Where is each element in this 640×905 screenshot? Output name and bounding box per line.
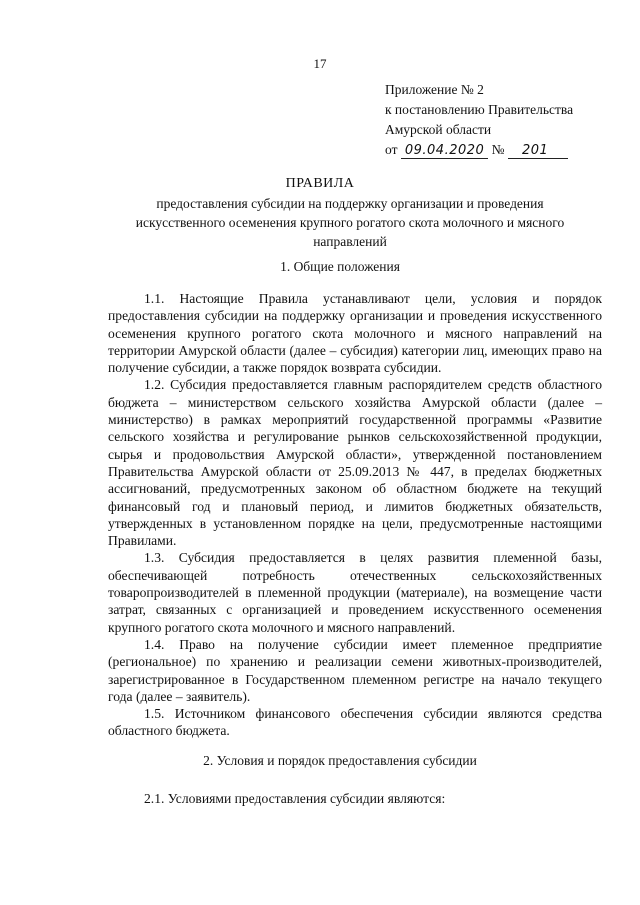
section-1-body bbox=[108, 290, 602, 740]
handwritten-number: 201 bbox=[508, 143, 568, 159]
page-number: 17 bbox=[313, 56, 327, 71]
paragraph-2-1: 2.1. Условиями предоставления субсидии являются: bbox=[144, 791, 446, 806]
paragraph-1-5: 1.5. Источником финансового обеспечения субсидии являются средства областного бюджета. bbox=[108, 706, 602, 739]
appendix-line-1: Приложение № 2 bbox=[385, 82, 484, 97]
appendix-line-2: к постановлению Правительства bbox=[385, 102, 574, 117]
document-subtitle: предоставления субсидии на поддержку организации и проведения искусственного осеменения крупного рогатого скота молочного и мясного направлений bbox=[135, 196, 565, 249]
section-1-heading: 1. Общие положения bbox=[280, 259, 400, 274]
paragraph-1-4: 1.4. Право на получение субсидии имеет племенное предприятие (региональное) по хранению и реализации семени животных-производителей, зарегистрированное в Государственном племенном регистре на начало текущего года (далее – заявитель). bbox=[108, 636, 602, 704]
appendix-date-line bbox=[385, 140, 625, 161]
appendix-block bbox=[385, 80, 625, 161]
from-label: от bbox=[385, 142, 398, 157]
number-label: № bbox=[491, 142, 505, 157]
section-2-heading: 2. Условия и порядок предоставления субсидии bbox=[203, 753, 477, 768]
section-2-body bbox=[108, 790, 602, 807]
document-title: ПРАВИЛА bbox=[285, 176, 355, 191]
handwritten-date: 09.04.2020 bbox=[401, 143, 488, 159]
appendix-line-3: Амурской области bbox=[385, 122, 492, 137]
paragraph-1-3: 1.3. Субсидия предоставляется в целях развития племенной базы, обеспечивающей потребность отечественных сельскохозяйственных товаропроизводителей в племенной продукции (материале), на возмещение части затрат, связанных с организацией и проведением искусственного осеменения крупного рогатого скота молочного и мясного направлений. bbox=[108, 550, 602, 635]
paragraph-1-2: 1.2. Субсидия предоставляется главным распорядителем средств областного бюджета – министерством сельского хозяйства Амурской области (далее – министерство) в рамках мероприятий государственной программы «Развитие сельского хозяйства и регулирование рынков сельскохозяйственной продукции, сырья и продовольствия Амурской области», утвержденной постановлением Правительства Амурской области от 25.09.2013 № 447, в пределах бюджетных ассигнований, предусмотренных законом об областном бюджете на текущий финансовый год и плановый период, и лимитов бюджетных обязательств, утвержденных в установленном порядке на цели, предусмотренные настоящими Правилами. bbox=[108, 377, 602, 549]
paragraph-1-1: 1.1. Настоящие Правила устанавливают цели, условия и порядок предоставления субсидии на поддержку организации и проведения искусственного осеменения крупного рогатого скота молочного и мясного направлений на территории Амурской области (далее – субсидия) категории лиц, имеющих право на получение субсидии, а также порядок возврата субсидии. bbox=[108, 291, 602, 376]
